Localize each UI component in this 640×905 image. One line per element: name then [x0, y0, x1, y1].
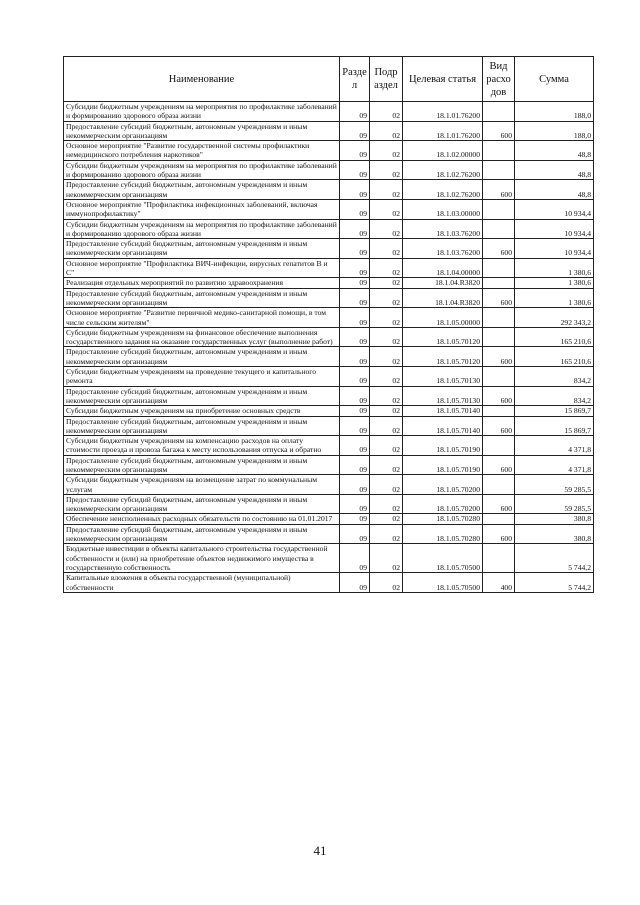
table-row — [64, 494, 594, 514]
cell-subsection: 02 — [370, 524, 403, 544]
cell-name: Субсидии бюджетным учреждениям на мероприятия по профилактике заболеваний и формированию здорового образа жизни — [64, 219, 340, 239]
cell-amount: 1 380,6 — [515, 278, 594, 288]
cell-section: 09 — [340, 475, 370, 495]
table-row — [64, 475, 594, 495]
cell-section: 09 — [340, 406, 370, 416]
table-row — [64, 258, 594, 278]
cell-name: Субсидии бюджетным учреждениям на мероприятия по профилактике заболеваний и формированию здорового образа жизни — [64, 160, 340, 180]
cell-amount: 165 210,6 — [515, 347, 594, 367]
cell-target: 18.1.04.R3820 — [403, 288, 483, 308]
cell-subsection: 02 — [370, 141, 403, 161]
cell-section: 09 — [340, 288, 370, 308]
table-row — [64, 121, 594, 141]
cell-section: 09 — [340, 102, 370, 122]
cell-amount: 1 380,6 — [515, 258, 594, 278]
table-row — [64, 308, 594, 328]
budget-table — [63, 56, 594, 593]
cell-amount: 834,2 — [515, 367, 594, 387]
table-row — [64, 160, 594, 180]
cell-target: 18.1.02.76200 — [403, 180, 483, 200]
cell-amount: 15 869,7 — [515, 406, 594, 416]
cell-target: 18.1.05.70120 — [403, 327, 483, 347]
table-row — [64, 327, 594, 347]
cell-amount: 48,8 — [515, 180, 594, 200]
cell-name: Основное мероприятие "Развитие первичной медико-санитарной помощи, в том числе сельским жителям" — [64, 308, 340, 328]
cell-section: 09 — [340, 180, 370, 200]
cell-target: 18.1.05.70200 — [403, 494, 483, 514]
cell-name: Предоставление субсидий бюджетным, автономным учреждениям и иным некоммерческим организациям — [64, 180, 340, 200]
table-row — [64, 367, 594, 387]
cell-section: 09 — [340, 199, 370, 219]
header-subsection: Подр аздел — [370, 57, 403, 102]
cell-amount: 15 869,7 — [515, 416, 594, 436]
cell-subsection: 02 — [370, 347, 403, 367]
cell-section: 09 — [340, 514, 370, 524]
cell-target: 18.1.05.70280 — [403, 524, 483, 544]
cell-section: 09 — [340, 494, 370, 514]
cell-name: Капитальные вложения в объекты государственной (муниципальной) собственности — [64, 573, 340, 593]
cell-amount: 59 285,5 — [515, 494, 594, 514]
cell-name: Предоставление субсидий бюджетным, автономным учреждениям и иным некоммерческим организациям — [64, 455, 340, 475]
cell-section: 09 — [340, 219, 370, 239]
cell-amount: 4 371,8 — [515, 436, 594, 456]
cell-amount: 165 210,6 — [515, 327, 594, 347]
cell-name: Бюджетные инвестиции в объекты капитального строительства государственной собственности и (или) на приобретение объектов недвижимого имущества в государственную собственность — [64, 544, 340, 573]
cell-name: Предоставление субсидий бюджетным, автономным учреждениям и иным некоммерческим организациям — [64, 288, 340, 308]
cell-expense-type — [483, 436, 515, 456]
cell-subsection: 02 — [370, 327, 403, 347]
cell-expense-type: 600 — [483, 239, 515, 259]
cell-section: 09 — [340, 416, 370, 436]
cell-expense-type: 600 — [483, 121, 515, 141]
cell-expense-type — [483, 102, 515, 122]
cell-expense-type: 600 — [483, 180, 515, 200]
header-target: Целевая статья — [403, 57, 483, 102]
cell-amount: 48,8 — [515, 160, 594, 180]
cell-expense-type: 600 — [483, 347, 515, 367]
cell-target: 18.1.03.00000 — [403, 199, 483, 219]
cell-subsection: 02 — [370, 436, 403, 456]
cell-target: 18.1.02.76200 — [403, 160, 483, 180]
cell-subsection: 02 — [370, 160, 403, 180]
cell-expense-type — [483, 544, 515, 573]
cell-expense-type: 600 — [483, 494, 515, 514]
cell-name: Обеспечение неисполненных расходных обязательств по состоянию на 01.01.2017 — [64, 514, 340, 524]
cell-subsection: 02 — [370, 494, 403, 514]
header-section: Разде л — [340, 57, 370, 102]
cell-expense-type — [483, 327, 515, 347]
cell-subsection: 02 — [370, 573, 403, 593]
cell-name: Основное мероприятие "Развитие государственной системы профилактики немедицинского потребления наркотиков" — [64, 141, 340, 161]
cell-expense-type — [483, 367, 515, 387]
table-row — [64, 524, 594, 544]
table-row — [64, 436, 594, 456]
cell-subsection: 02 — [370, 386, 403, 406]
cell-subsection: 02 — [370, 121, 403, 141]
cell-subsection: 02 — [370, 455, 403, 475]
cell-name: Предоставление субсидий бюджетным, автономным учреждениям и иным некоммерческим организациям — [64, 416, 340, 436]
cell-expense-type — [483, 278, 515, 288]
table-row — [64, 180, 594, 200]
table-row — [64, 544, 594, 573]
cell-subsection: 02 — [370, 180, 403, 200]
table-row — [64, 239, 594, 259]
cell-subsection: 02 — [370, 288, 403, 308]
cell-target: 18.1.05.70280 — [403, 514, 483, 524]
cell-section: 09 — [340, 386, 370, 406]
cell-expense-type — [483, 406, 515, 416]
cell-amount: 1 380,6 — [515, 288, 594, 308]
cell-name: Предоставление субсидий бюджетным, автономным учреждениям и иным некоммерческим организациям — [64, 524, 340, 544]
table-row — [64, 455, 594, 475]
cell-expense-type — [483, 514, 515, 524]
cell-amount: 5 744,2 — [515, 573, 594, 593]
cell-amount: 380,8 — [515, 524, 594, 544]
cell-expense-type: 600 — [483, 524, 515, 544]
cell-subsection: 02 — [370, 367, 403, 387]
table-body — [64, 102, 594, 593]
cell-name: Реализация отдельных мероприятий по развитию здравоохранения — [64, 278, 340, 288]
cell-target: 18.1.03.76200 — [403, 239, 483, 259]
header-expense-type: Вид расхо дов — [483, 57, 515, 102]
cell-amount: 10 934,4 — [515, 199, 594, 219]
cell-target: 18.1.03.76200 — [403, 219, 483, 239]
budget-table-container — [63, 56, 593, 593]
cell-subsection: 02 — [370, 102, 403, 122]
cell-name: Субсидии бюджетным учреждениям на финансовое обеспечение выполнения государственного задания на оказание государственных услуг (выполнение работ) — [64, 327, 340, 347]
cell-section: 09 — [340, 573, 370, 593]
cell-name: Предоставление субсидий бюджетным, автономным учреждениям и иным некоммерческим организациям — [64, 386, 340, 406]
cell-subsection: 02 — [370, 416, 403, 436]
header-name: Наименование — [64, 57, 340, 102]
cell-section: 09 — [340, 367, 370, 387]
table-row — [64, 102, 594, 122]
cell-subsection: 02 — [370, 258, 403, 278]
cell-expense-type — [483, 219, 515, 239]
table-row — [64, 141, 594, 161]
cell-target: 18.1.05.70130 — [403, 386, 483, 406]
cell-subsection: 02 — [370, 199, 403, 219]
cell-section: 09 — [340, 544, 370, 573]
cell-name: Субсидии бюджетным учреждениям на приобретение основных средств — [64, 406, 340, 416]
cell-expense-type — [483, 160, 515, 180]
cell-expense-type — [483, 258, 515, 278]
cell-amount: 4 371,8 — [515, 455, 594, 475]
table-row — [64, 347, 594, 367]
cell-name: Основное мероприятие "Профилактика инфекционных заболеваний, включая иммунопрофилактику" — [64, 199, 340, 219]
cell-section: 09 — [340, 278, 370, 288]
table-row — [64, 219, 594, 239]
header-amount: Сумма — [515, 57, 594, 102]
cell-amount: 10 934,4 — [515, 239, 594, 259]
cell-name: Субсидии бюджетным учреждениям на проведение текущего и капитального ремонта — [64, 367, 340, 387]
cell-name: Предоставление субсидий бюджетным, автономным учреждениям и иным некоммерческим организациям — [64, 121, 340, 141]
cell-section: 09 — [340, 347, 370, 367]
cell-section: 09 — [340, 239, 370, 259]
cell-amount: 834,2 — [515, 386, 594, 406]
cell-amount: 188,0 — [515, 121, 594, 141]
cell-subsection: 02 — [370, 278, 403, 288]
header-row — [64, 57, 594, 102]
cell-section: 09 — [340, 160, 370, 180]
cell-expense-type: 600 — [483, 386, 515, 406]
cell-target: 18.1.05.70140 — [403, 406, 483, 416]
cell-target: 18.1.02.00000 — [403, 141, 483, 161]
cell-subsection: 02 — [370, 219, 403, 239]
cell-section: 09 — [340, 258, 370, 278]
cell-amount: 59 285,5 — [515, 475, 594, 495]
cell-target: 18.1.05.70500 — [403, 544, 483, 573]
table-row — [64, 199, 594, 219]
cell-subsection: 02 — [370, 308, 403, 328]
cell-target: 18.1.05.70130 — [403, 367, 483, 387]
cell-target: 18.1.05.70120 — [403, 347, 483, 367]
cell-amount: 188,0 — [515, 102, 594, 122]
cell-amount: 48,8 — [515, 141, 594, 161]
cell-name: Субсидии бюджетным учреждениям на компенсацию расходов на оплату стоимости проезда и провоза багажа к месту использования отпуска и обратно — [64, 436, 340, 456]
cell-section: 09 — [340, 436, 370, 456]
cell-target: 18.1.04.00000 — [403, 258, 483, 278]
table-row — [64, 514, 594, 524]
cell-target: 18.1.05.70190 — [403, 455, 483, 475]
cell-name: Предоставление субсидий бюджетным, автономным учреждениям и иным некоммерческим организациям — [64, 239, 340, 259]
cell-amount: 380,8 — [515, 514, 594, 524]
cell-amount: 10 934,4 — [515, 219, 594, 239]
cell-expense-type: 600 — [483, 455, 515, 475]
cell-target: 18.1.05.00000 — [403, 308, 483, 328]
table-row — [64, 416, 594, 436]
cell-subsection: 02 — [370, 406, 403, 416]
cell-name: Субсидии бюджетным учреждениям на возмещение затрат по коммунальным услугам — [64, 475, 340, 495]
cell-section: 09 — [340, 121, 370, 141]
cell-subsection: 02 — [370, 514, 403, 524]
table-row — [64, 278, 594, 288]
cell-expense-type: 600 — [483, 288, 515, 308]
table-row — [64, 573, 594, 593]
cell-subsection: 02 — [370, 544, 403, 573]
cell-subsection: 02 — [370, 475, 403, 495]
cell-section: 09 — [340, 455, 370, 475]
cell-section: 09 — [340, 308, 370, 328]
cell-expense-type — [483, 199, 515, 219]
cell-expense-type — [483, 141, 515, 161]
cell-expense-type — [483, 475, 515, 495]
cell-name: Основное мероприятие "Профилактика ВИЧ-инфекции, вирусных гепатитов В и С" — [64, 258, 340, 278]
cell-target: 18.1.01.76200 — [403, 102, 483, 122]
cell-name: Субсидии бюджетным учреждениям на мероприятия по профилактике заболеваний и формированию здорового образа жизни — [64, 102, 340, 122]
cell-target: 18.1.01.76200 — [403, 121, 483, 141]
cell-target: 18.1.05.70200 — [403, 475, 483, 495]
cell-section: 09 — [340, 327, 370, 347]
cell-expense-type: 400 — [483, 573, 515, 593]
cell-amount: 292 343,2 — [515, 308, 594, 328]
cell-expense-type: 600 — [483, 416, 515, 436]
cell-target: 18.1.04.R3820 — [403, 278, 483, 288]
cell-expense-type — [483, 308, 515, 328]
cell-target: 18.1.05.70500 — [403, 573, 483, 593]
cell-target: 18.1.05.70190 — [403, 436, 483, 456]
table-row — [64, 406, 594, 416]
cell-section: 09 — [340, 524, 370, 544]
table-row — [64, 386, 594, 406]
table-row — [64, 288, 594, 308]
cell-section: 09 — [340, 141, 370, 161]
cell-target: 18.1.05.70140 — [403, 416, 483, 436]
cell-name: Предоставление субсидий бюджетным, автономным учреждениям и иным некоммерческим организациям — [64, 494, 340, 514]
cell-name: Предоставление субсидий бюджетным, автономным учреждениям и иным некоммерческим организациям — [64, 347, 340, 367]
cell-amount: 5 744,2 — [515, 544, 594, 573]
page-number: 41 — [313, 843, 327, 858]
cell-subsection: 02 — [370, 239, 403, 259]
